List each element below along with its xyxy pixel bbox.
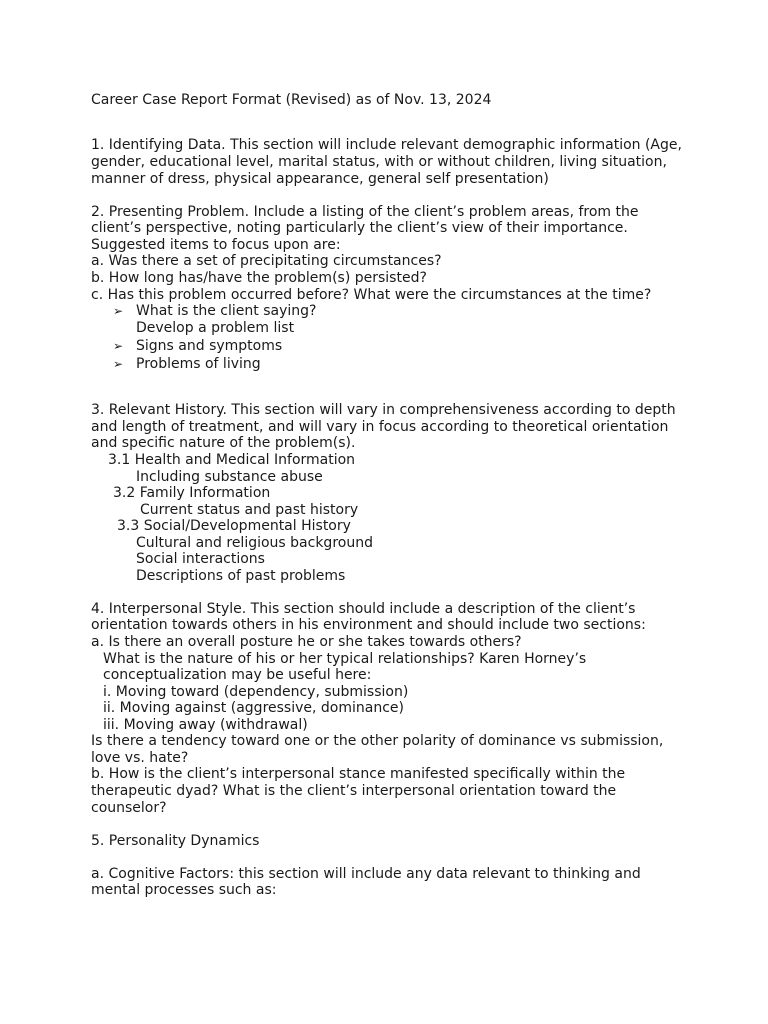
subsection-item: Including substance abuse [136,469,323,485]
section3-line: 3. Relevant History. This section will vary in comprehensiveness according to depth [91,402,676,418]
section4-roman-item: ii. Moving against (aggressive, dominance) [103,700,404,716]
bullet-arrow-icon: ➢ [113,339,124,353]
section1-line: manner of dress, physical appearance, general self presentation) [91,171,549,187]
section5-line: a. Cognitive Factors: this section will include any data relevant to thinking and [91,866,641,882]
section2-item-a: a. Was there a set of precipitating circumstances? [91,253,442,269]
section4-item-a: a. Is there an overall posture he or she takes towards others? [91,634,522,650]
bullet-item: What is the client saying? [136,303,317,319]
section4-roman-item: i. Moving toward (dependency, submission) [103,684,409,700]
subsection-item: Current status and past history [140,502,359,518]
section4-line: love vs. hate? [91,750,189,766]
section1-line: gender, educational level, marital status, with or without children, living situation, [91,154,667,170]
section4-line: counselor? [91,800,167,816]
document-title: Career Case Report Format (Revised) as of Nov. 13, 2024 [91,92,492,108]
subsection-item: Descriptions of past problems [136,568,346,584]
bullet-arrow-icon: ➢ [113,357,124,371]
bullet-item: Problems of living [136,356,261,372]
subsection-heading: 3.3 Social/Developmental History [117,518,351,534]
section4-line: What is the nature of his or her typical relationships? Karen Horney’s [103,651,587,667]
section2-item-c: c. Has this problem occurred before? What were the circumstances at the time? [91,287,652,303]
section4-line: conceptualization may be useful here: [103,667,372,683]
section3-line: and length of treatment, and will vary in focus according to theoretical orientation [91,419,669,435]
section4-roman-item: iii. Moving away (withdrawal) [103,717,308,733]
section4-line: therapeutic dyad? What is the client’s interpersonal orientation toward the [91,783,617,799]
section5-heading: 5. Personality Dynamics [91,833,260,849]
section4-line: Is there a tendency toward one or the other polarity of dominance vs submission, [91,733,664,749]
subsection-item: Social interactions [136,551,265,567]
subsection-heading: 3.1 Health and Medical Information [108,452,356,468]
bullet-arrow-icon: ➢ [113,304,124,318]
section2-line: Suggested items to focus upon are: [91,237,341,253]
subsection-item: Cultural and religious background [136,535,373,551]
section2-item-b: b. How long has/have the problem(s) persisted? [91,270,427,286]
section4-item-b: b. How is the client’s interpersonal stance manifested specifically within the [91,766,626,782]
section2-line: 2. Presenting Problem. Include a listing of the client’s problem areas, from the [91,204,639,220]
section2-line: client’s perspective, noting particularly the client’s view of their importance. [91,220,628,236]
section3-line: and specific nature of the problem(s). [91,435,356,451]
section1-line: 1. Identifying Data. This section will include relevant demographic information (Age, [91,137,682,153]
section4-line: orientation towards others in his environment and should include two sections: [91,617,646,633]
subsection-heading: 3.2 Family Information [113,485,271,501]
bullet-item: Signs and symptoms [136,338,283,354]
section5-line: mental processes such as: [91,882,277,898]
bullet-continuation: Develop a problem list [136,320,295,336]
section4-line: 4. Interpersonal Style. This section should include a description of the client’s [91,601,636,617]
